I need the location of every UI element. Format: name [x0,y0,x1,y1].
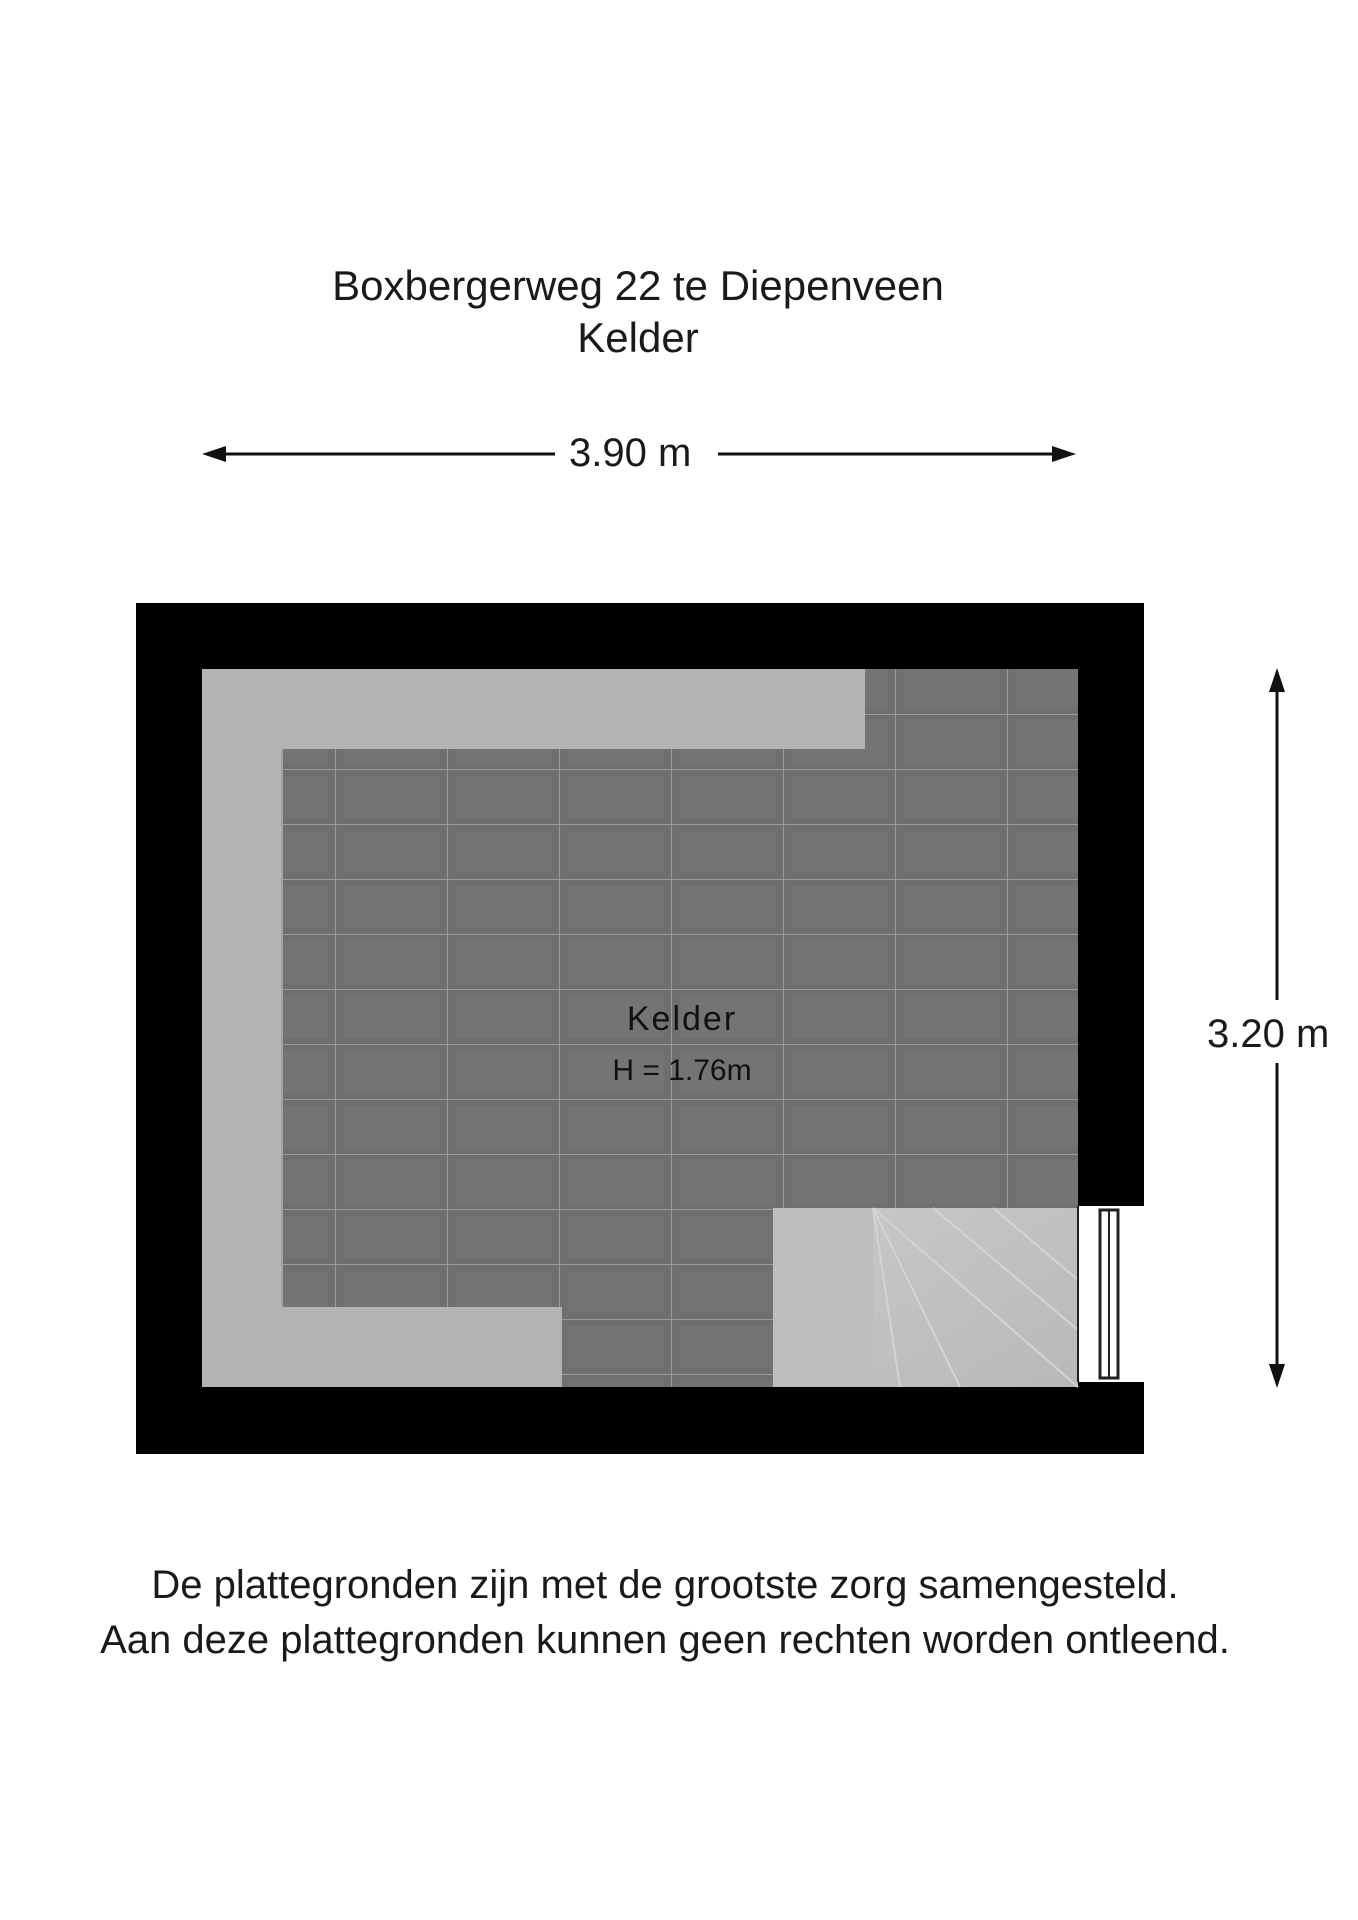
room-name-label: Kelder [626,1000,738,1038]
room-height-label: H = 1.76m [612,1054,752,1087]
disclaimer-line-1: De plattegronden zijn met de grootste zorg samengesteld. [151,1563,1179,1607]
wall-opening [1078,1206,1144,1382]
height-dimension-label: 3.20 m [1205,1005,1331,1063]
width-dimension-label: 3.90 m [555,430,705,476]
plan-title-address: Boxbergerweg 22 te Diepenveen [332,262,944,309]
disclaimer-line-2: Aan deze plattegronden kunnen geen rechten worden ontleend. [100,1618,1230,1662]
plan-title-floor: Kelder [577,314,699,361]
staircase [773,1208,1078,1387]
